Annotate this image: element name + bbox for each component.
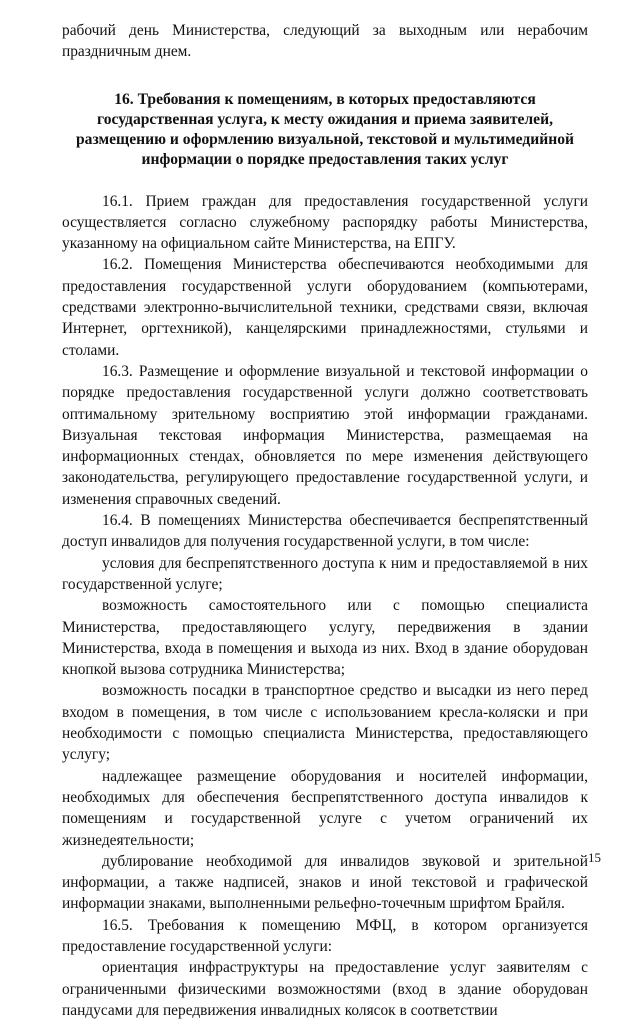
list-item-braille: дублирование необходимой для инвалидов звуковой и зрительной информации, а также надписей, знаков и иной текстовой и графической информации знаками, выполненными рельефно-точечным шрифтом Брайля.	[62, 852, 588, 913]
paragraph-16-2: 16.2. Помещения Министерства обеспечиваются необходимыми для предоставления государственной услуги оборудованием (компьютерами, средствами электронно-вычислительной техники, средствами связи, включая Интернет, оргтехникой), канцелярскими принадлежностями, стульями и столами.	[62, 256, 588, 359]
paragraph-16-1: 16.1. Прием граждан для предоставления государственной услуги осуществляется согласно служебному распорядку работы Министерства, указанному на официальном сайте Министерства, на ЕПГУ.	[62, 192, 588, 253]
page-number: 15	[588, 850, 601, 865]
list-item-access-conditions: условия для беспрепятственного доступа к ним и предоставляемой в них государственной услуге;	[62, 554, 588, 593]
list-item-infrastructure: ориентация инфраструктуры на предоставление услуг заявителям с ограниченными физическими возможностями (вход в здание оборудован пандусами для передвижения инвалидных колясок в соответствии	[62, 959, 588, 1019]
section-heading: 16. Требования к помещениям, в которых предоставляются государственная услуга, к месту ожидания и приема заявителей, размещению и оформлению визуальной, текстовой и мультимедийной информации о порядке предоставления таких услуг	[75, 90, 574, 168]
intro-paragraph: рабочий день Министерства, следующий за выходным или нерабочим праздничным днем.	[62, 22, 588, 61]
paragraph-16-3: 16.3. Размещение и оформление визуальной и текстовой информации о порядке предоставления государственной услуги должно соответствовать оптимальному зрительному восприятию этой информации гражданами. Визуальная текстовая информация Министерства, размещаемая на информационных стендах, обновляется по мере изменения действующего законодательства, регулирующего предоставление государственной услуги, и изменения справочных сведений.	[62, 362, 588, 508]
list-item-transport: возможность посадки в транспортное средство и высадки из него перед входом в помещения, в том числе с использованием кресла-коляски и при необходимости с помощью специалиста Министерства, предоставляющего услугу;	[62, 682, 588, 764]
paragraph-16-4: 16.4. В помещениях Министерства обеспечивается беспрепятственный доступ инвалидов для получения государственной услуги, в том числе:	[62, 512, 588, 551]
list-item-movement: возможность самостоятельного или с помощью специалиста Министерства, предоставляющего услугу, передвижения в здании Министерства, входа в помещения и выхода из них. Вход в здание оборудован кнопкой вызова сотрудника Министерства;	[62, 597, 588, 679]
list-item-equipment-placement: надлежащее размещение оборудования и носителей информации, необходимых для обеспечения беспрепятственного доступа инвалидов к помещениям и государственной услуге с учетом ограничений их жизнедеятельности;	[62, 767, 588, 849]
paragraph-16-5: 16.5. Требования к помещению МФЦ, в котором организуется предоставление государственной услуги:	[62, 916, 588, 955]
